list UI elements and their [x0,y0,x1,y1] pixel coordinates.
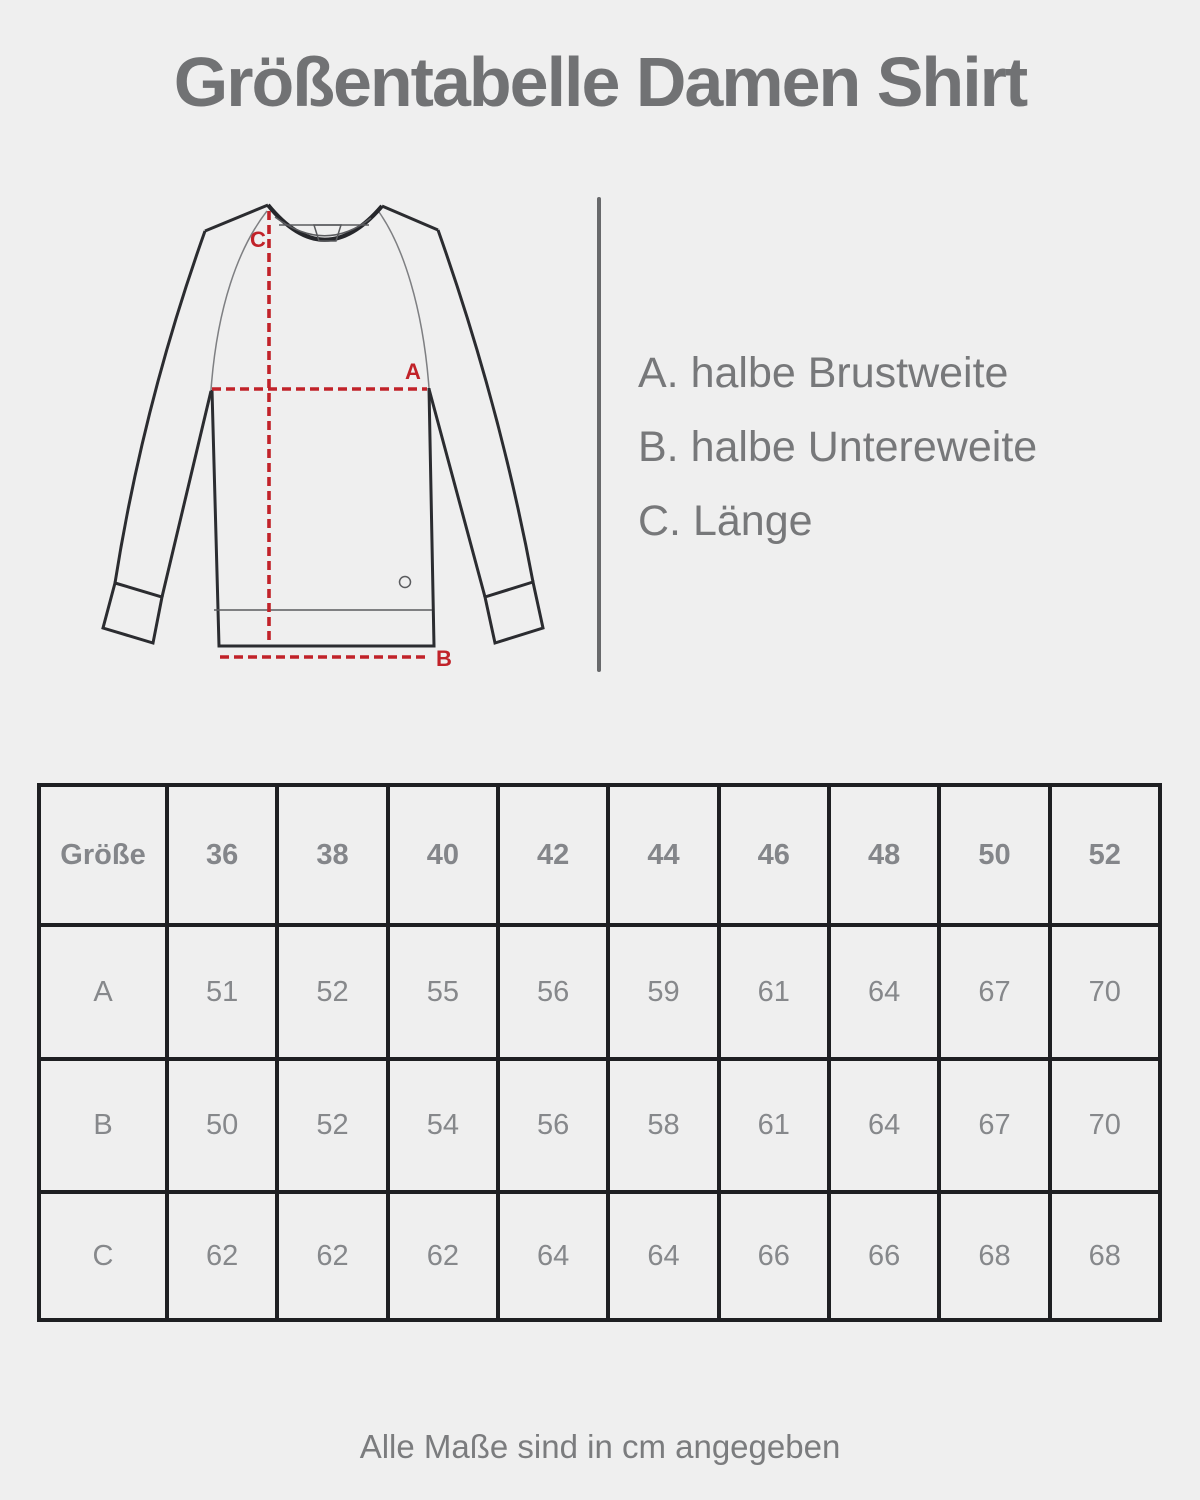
right-sleeve-inner-edge [429,389,485,597]
table-cell: 52 [277,1059,387,1192]
right-cuff [485,582,543,643]
measure-mark-c: C [250,227,266,252]
legend-item-c: C. Länge [638,497,813,545]
table-cell: 56 [498,925,608,1059]
units-note: Alle Maße sind in cm angegeben [359,1428,841,1465]
table-cell: 58 [608,1059,718,1192]
measurement-legend [638,336,1037,558]
size-table-row-b [39,1059,1160,1192]
table-cell: 66 [829,1192,939,1320]
table-cell: 55 [388,925,498,1059]
table-cell: 61 [719,925,829,1059]
table-cell: 67 [939,1059,1049,1192]
size-table-row-a [39,925,1160,1059]
table-cell: 64 [829,925,939,1059]
table-cell: 66 [719,1192,829,1320]
size-table [37,783,1162,1322]
table-cell: 62 [167,1192,277,1320]
row-label: A [39,925,167,1059]
size-table-header-row [39,785,1160,925]
table-cell: 64 [829,1059,939,1192]
table-cell: 64 [608,1192,718,1320]
right-raglan-seam [379,212,429,388]
row-label: B [39,1059,167,1192]
page-title: Größentabelle Damen Shirt [173,43,1027,121]
header-cell: 46 [719,785,829,925]
measure-mark-b: B [436,646,452,671]
row-label: C [39,1192,167,1320]
header-cell: 40 [388,785,498,925]
header-cell: 42 [498,785,608,925]
size-table-row-c [39,1192,1160,1320]
table-cell: 51 [167,925,277,1059]
measure-mark-a: A [405,359,421,384]
collar-inner-seam [275,217,371,236]
table-cell: 59 [608,925,718,1059]
left-cuff [103,583,162,643]
table-cell: 64 [498,1192,608,1320]
header-cell: 36 [167,785,277,925]
table-cell: 56 [498,1059,608,1192]
table-cell: 70 [1050,1059,1160,1192]
vertical-divider [597,197,601,672]
table-cell: 52 [277,925,387,1059]
table-cell: 62 [277,1192,387,1320]
table-cell: 62 [388,1192,498,1320]
table-cell: 61 [719,1059,829,1192]
header-cell: 50 [939,785,1049,925]
table-cell: 67 [939,925,1049,1059]
legend-item-a: A. halbe Brustweite [638,349,1009,397]
table-cell: 70 [1050,925,1160,1059]
shirt-body-outline [212,388,434,646]
header-cell: 44 [608,785,718,925]
right-shoulder-seam [382,206,438,230]
right-sleeve-outer-edge [438,230,533,582]
table-cell: 68 [1050,1192,1160,1320]
table-cell: 68 [939,1192,1049,1320]
table-cell: 54 [388,1059,498,1192]
left-sleeve-outer-edge [115,231,205,583]
hem-eyelet [400,577,411,588]
table-cell: 50 [167,1059,277,1192]
header-cell: 52 [1050,785,1160,925]
header-cell: 38 [277,785,387,925]
header-cell-size: Größe [39,785,167,925]
legend-item-b: B. halbe Untereweite [638,423,1038,471]
left-sleeve-inner-edge [162,391,211,597]
shirt-measurement-diagram [85,190,565,675]
header-cell: 48 [829,785,939,925]
